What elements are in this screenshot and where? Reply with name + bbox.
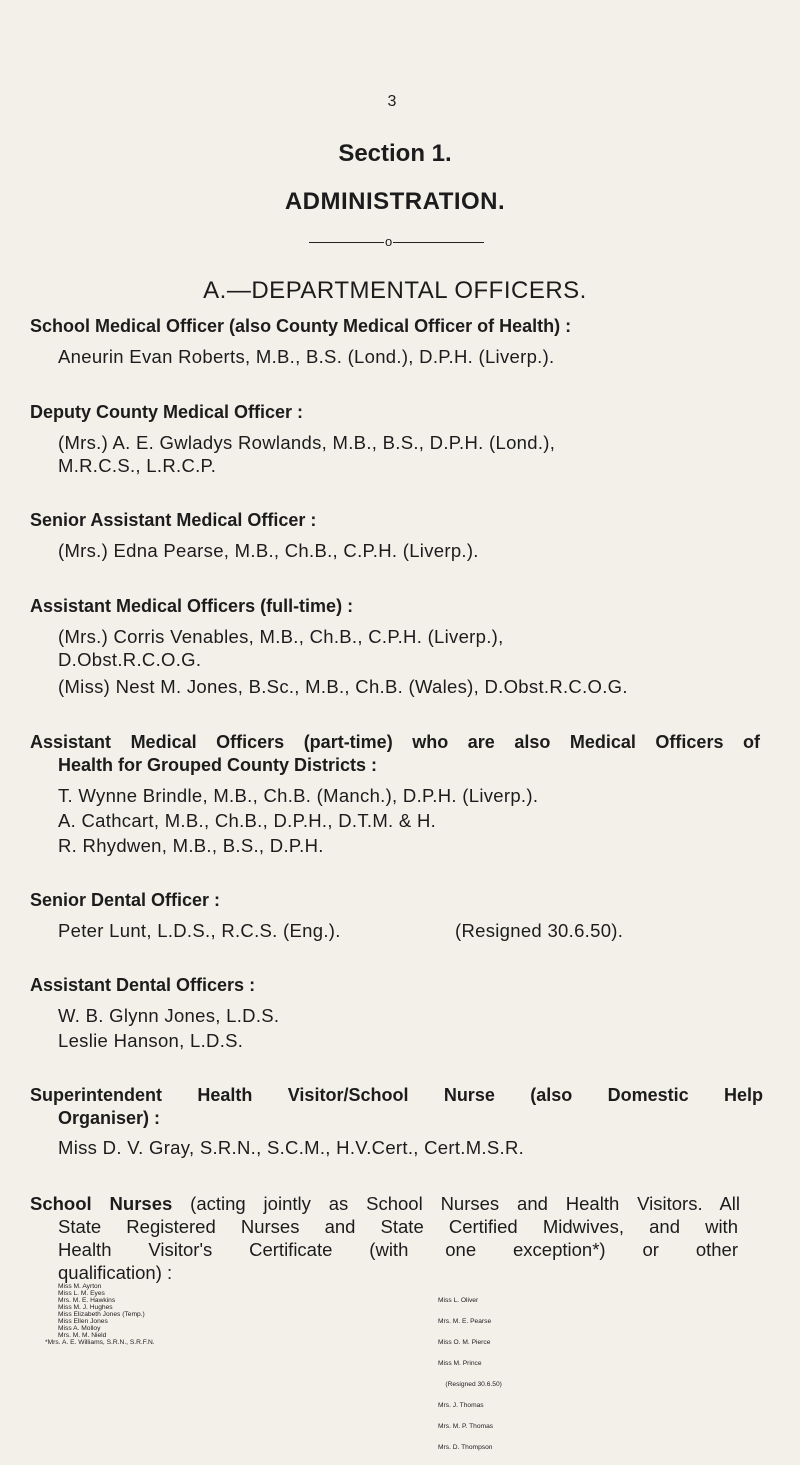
page-number: 3 xyxy=(387,93,397,110)
ado-line-2: Leslie Hanson, L.D.S. xyxy=(58,1030,244,1051)
divider xyxy=(309,234,484,249)
amo-pt-heading-1: Assistant Medical Officers (part-time) who are also Medical Officers of xyxy=(30,732,760,752)
list-item: Miss M. J. Hughes xyxy=(58,1304,113,1311)
amo-ft-line-3: (Miss) Nest M. Jones, B.Sc., M.B., Ch.B. (Wales), D.Obst.R.C.O.G. xyxy=(58,676,628,697)
divider-mark: o xyxy=(385,234,393,249)
samo-heading: Senior Assistant Medical Officer : xyxy=(30,510,317,530)
list-item: Miss O. M. Pierce xyxy=(438,1339,491,1346)
shv-line: Miss D. V. Gray, S.R.N., S.C.M., H.V.Cert., Cert.M.S.R. xyxy=(58,1137,525,1158)
list-item: Mrs. J. Thomas xyxy=(438,1402,484,1409)
ado-heading: Assistant Dental Officers : xyxy=(30,975,256,995)
shv-heading-2: Organiser) : xyxy=(58,1108,161,1128)
dcmo-line-1: (Mrs.) A. E. Gwladys Rowlands, M.B., B.S., D.P.H. (Lond.), xyxy=(58,432,556,453)
sdo-note: (Resigned 30.6.50). xyxy=(455,920,624,941)
amo-pt-line-2: A. Cathcart, M.B., Ch.B., D.P.H., D.T.M. & H. xyxy=(58,810,437,831)
amo-ft-heading: Assistant Medical Officers (full-time) : xyxy=(30,596,354,616)
dcmo-heading: Deputy County Medical Officer : xyxy=(30,402,304,422)
list-item: Miss L. M. Eyes xyxy=(58,1290,105,1297)
list-item: (Resigned 30.6.50) xyxy=(438,1381,502,1388)
amo-ft-line-2: D.Obst.R.C.O.G. xyxy=(58,649,202,670)
nurses-intro-2: State Registered Nurses and State Certified Midwives, and with xyxy=(58,1216,738,1237)
section-name: ADMINISTRATION. xyxy=(284,188,506,215)
nurses-intro-4: qualification) : xyxy=(58,1262,173,1283)
nurses-heading: School Nurses xyxy=(30,1193,173,1214)
list-item: Mrs. D. Thompson xyxy=(438,1444,493,1451)
list-item: Miss L. Oliver xyxy=(438,1297,479,1304)
smo-heading: School Medical Officer (also County Medical Officer of Health) : xyxy=(30,316,572,336)
amo-pt-line-1: T. Wynne Brindle, M.B., Ch.B. (Manch.), D.P.H. (Liverp.). xyxy=(58,785,539,806)
amo-pt-heading-2: Health for Grouped County Districts : xyxy=(58,755,378,775)
list-item: Miss Elizabeth Jones (Temp.) xyxy=(58,1311,145,1318)
subsection-title: A.—DEPARTMENTAL OFFICERS. xyxy=(203,277,587,304)
sdo-line: Peter Lunt, L.D.S., R.C.S. (Eng.). xyxy=(58,920,341,941)
samo-line: (Mrs.) Edna Pearse, M.B., Ch.B., C.P.H. (Liverp.). xyxy=(58,540,479,561)
shv-heading-1: Superintendent Health Visitor/School Nurse (also Domestic Help xyxy=(30,1085,763,1105)
sdo-heading: Senior Dental Officer : xyxy=(30,890,221,910)
nurses-intro-rest: (acting jointly as School Nurses and Health Visitors. All xyxy=(172,1193,741,1214)
list-item: Mrs. M. P. Thomas xyxy=(438,1423,494,1430)
ado-line-1: W. B. Glynn Jones, L.D.S. xyxy=(58,1005,280,1026)
list-item: Miss Ellen Jones xyxy=(58,1318,108,1325)
list-item: Miss M. Prince xyxy=(438,1360,482,1367)
nurses-intro-1 xyxy=(30,1193,740,1215)
list-item: Miss M. Ayrton xyxy=(58,1283,102,1290)
nurses-intro-3: Health Visitor's Certificate (with one exception*) or other xyxy=(58,1239,738,1260)
list-item: Mrs. M. E. Hawkins xyxy=(58,1297,116,1304)
list-item: Mrs. M. E. Pearse xyxy=(438,1318,492,1325)
dcmo-line-2: M.R.C.S., L.R.C.P. xyxy=(58,455,217,476)
nurses-list-last: *Mrs. A. E. Williams, S.R.N., S.R.F.N. xyxy=(45,1339,155,1346)
amo-ft-line-1: (Mrs.) Corris Venables, M.B., Ch.B., C.P.H. (Liverp.), xyxy=(58,626,504,647)
list-item: Mrs. M. M. Nield xyxy=(58,1332,107,1339)
section-title: Section 1. xyxy=(338,140,452,167)
nurses-list-right xyxy=(438,1283,502,1465)
nurses-list-left xyxy=(58,1283,145,1339)
amo-pt-line-3: R. Rhydwen, M.B., B.S., D.P.H. xyxy=(58,835,324,856)
smo-line: Aneurin Evan Roberts, M.B., B.S. (Lond.), D.P.H. (Liverp.). xyxy=(58,346,555,367)
list-item: Miss A. Molloy xyxy=(58,1325,101,1332)
